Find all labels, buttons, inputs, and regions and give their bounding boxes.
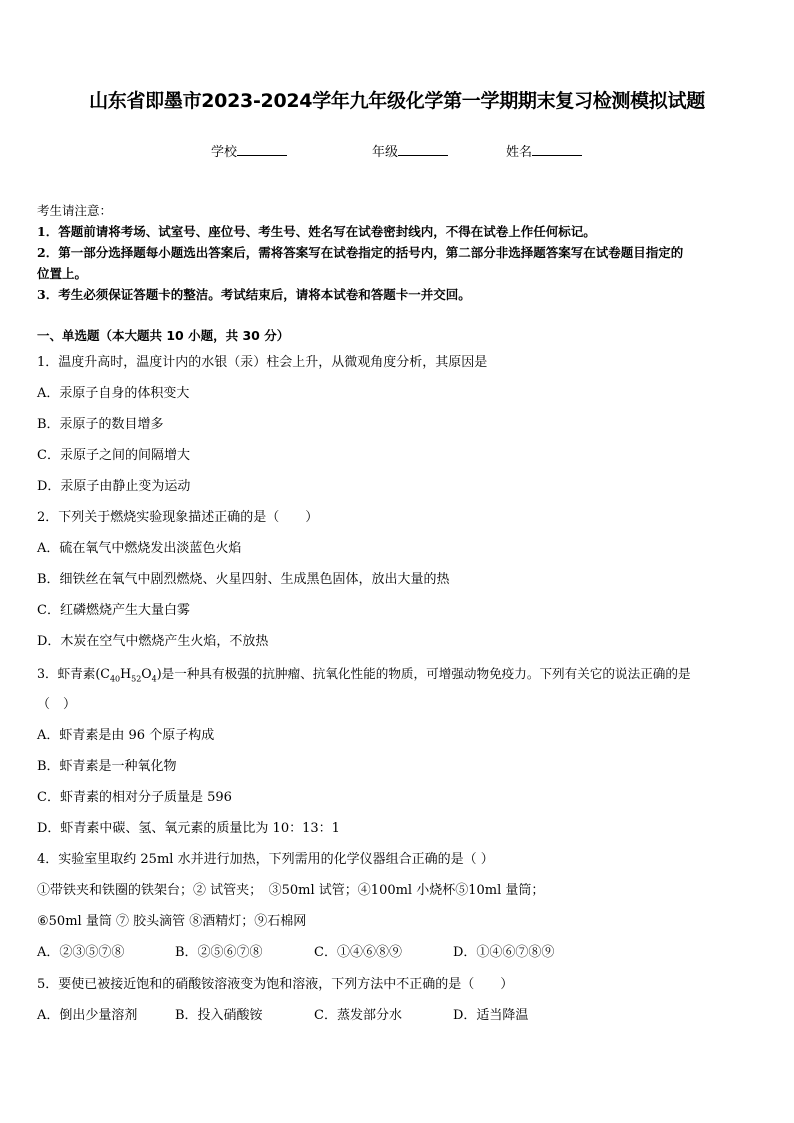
grade-field bbox=[372, 141, 448, 160]
q1-stem: 1．温度升高时，温度计内的水银（汞）柱会上升，从微观角度分析，其原因是 bbox=[37, 355, 488, 370]
school-field bbox=[211, 141, 287, 160]
q5-option-c: C．蒸发部分水 bbox=[314, 1008, 402, 1023]
q5-stem: 5．要使已被接近饱和的硝酸铵溶液变为饱和溶液，下列方法中不正确的是（ ） bbox=[37, 977, 514, 992]
exam-title: 山东省即墨市2023-2024学年九年级化学第一学期期末复习检测模拟试题 bbox=[89, 90, 705, 112]
name-blank[interactable] bbox=[532, 143, 582, 156]
q1-option-c: C．汞原子之间的间隔增大 bbox=[37, 448, 190, 463]
q5-options bbox=[37, 1008, 528, 1024]
q4-option-a: A．②③⑤⑦⑧ bbox=[37, 945, 125, 960]
q2-option-d: D．木炭在空气中燃烧产生火焰，不放热 bbox=[37, 634, 269, 649]
q5-option-d: D．适当降温 bbox=[453, 1008, 529, 1023]
q3-option-b: B．虾青素是一种氧化物 bbox=[37, 759, 177, 774]
name-field bbox=[506, 141, 582, 160]
grade-label: 年级 bbox=[372, 145, 399, 160]
q2-option-b: B．细铁丝在氧气中剧烈燃烧、火星四射、生成黑色固体，放出大量的热 bbox=[37, 572, 450, 587]
q2-option-a: A．硫在氧气中燃烧发出淡蓝色火焰 bbox=[37, 541, 242, 556]
q3-paren: （ ） bbox=[37, 697, 77, 712]
notice-item-2-cont: 位置上。 bbox=[37, 266, 88, 281]
section-title: 一、单选题（本大题共 10 小题，共 30 分） bbox=[37, 328, 290, 343]
q3-option-d: D．虾青素中碳、氢、氧元素的质量比为 10：13：1 bbox=[37, 821, 340, 836]
name-label: 姓名 bbox=[506, 145, 533, 160]
q4-option-b: B．②⑤⑥⑦⑧ bbox=[175, 945, 263, 960]
school-blank[interactable] bbox=[237, 143, 287, 156]
q2-stem: 2．下列关于燃烧实验现象描述正确的是（ ） bbox=[37, 510, 319, 525]
q1-option-a: A．汞原子自身的体积变大 bbox=[37, 386, 190, 401]
notice-item-1: 1．答题前请将考场、试室号、座位号、考生号、姓名写在试卷密封线内，不得在试卷上作任何标记。 bbox=[37, 224, 596, 239]
grade-blank[interactable] bbox=[398, 143, 448, 156]
q5-option-b: B．投入硝酸铵 bbox=[175, 1008, 263, 1023]
notice-heading: 考生请注意： bbox=[37, 203, 113, 218]
q3-stem bbox=[37, 666, 691, 688]
q3-sub-hydrogen: 52 bbox=[131, 674, 142, 684]
notice-item-2: 2．第一部分选择题每小题选出答案后，需将答案写在试卷指定的括号内，第二部分非选择题答案写在试卷题目指定的 bbox=[37, 245, 684, 260]
q3-oxygen: O bbox=[141, 666, 152, 681]
notice-item-3: 3．考生必须保证答题卡的整洁。考试结束后，请将本试卷和答题卡一并交回。 bbox=[37, 287, 471, 302]
q4-options bbox=[37, 945, 554, 961]
school-label: 学校 bbox=[211, 145, 238, 160]
q4-apparatus-line1: ①带铁夹和铁圈的铁架台；② 试管夹； ③50ml 试管；④100ml 小烧杯⑤10ml 量筒； bbox=[37, 883, 545, 898]
q4-stem: 4．实验室里取约 25ml 水并进行加热，下列需用的化学仪器组合正确的是（ ） bbox=[37, 852, 494, 867]
q1-option-d: D．汞原子由静止变为运动 bbox=[37, 479, 191, 494]
q3-sub-carbon: 40 bbox=[109, 674, 121, 684]
q1-option-b: B．汞原子的数目增多 bbox=[37, 417, 164, 432]
q3-stem-post: )是一种具有极强的抗肿瘤、抗氧化性能的物质，可增强动物免疫力。下列有关它的说法正确的是 bbox=[156, 666, 691, 681]
q3-hydrogen: H bbox=[120, 666, 132, 681]
q4-apparatus-line2: ⑥50ml 量筒 ⑦ 胶头滴管 ⑧酒精灯；⑨石棉网 bbox=[37, 914, 307, 929]
q3-option-c: C．虾青素的相对分子质量是 596 bbox=[37, 790, 232, 805]
q3-sub-oxygen: 4 bbox=[151, 674, 157, 684]
q3-option-a: A．虾青素是由 96 个原子构成 bbox=[37, 728, 215, 743]
q4-option-c: C．①④⑥⑧⑨ bbox=[314, 945, 402, 960]
q5-option-a: A．倒出少量溶剂 bbox=[37, 1008, 138, 1023]
q4-option-d: D．①④⑥⑦⑧⑨ bbox=[453, 945, 555, 960]
q3-stem-pre: 3．虾青素(C bbox=[37, 666, 110, 681]
q2-option-c: C．红磷燃烧产生大量白雾 bbox=[37, 603, 190, 618]
